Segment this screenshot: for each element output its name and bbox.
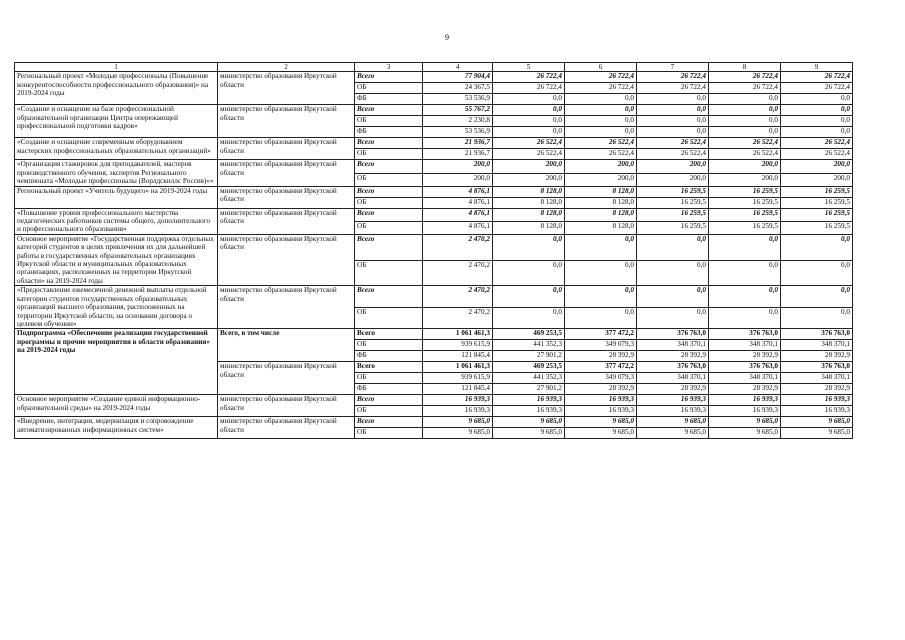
amount-cell: 348 370,1 xyxy=(781,373,853,384)
header-cell-5: 5 xyxy=(493,63,565,72)
amount-cell: 16 259,5 xyxy=(637,208,709,221)
amount-cell: 0,0 xyxy=(565,116,637,127)
funding-source-cell: ОБ xyxy=(355,373,423,384)
amount-cell: 28 392,9 xyxy=(565,384,637,395)
amount-cell: 0,0 xyxy=(781,307,853,329)
table-row xyxy=(15,329,853,340)
amount-cell: 0,0 xyxy=(565,94,637,105)
amount-cell: 26 722,4 xyxy=(781,72,853,83)
amount-cell: 441 352,3 xyxy=(493,373,565,384)
funding-source-cell: ОБ xyxy=(355,197,423,208)
amount-cell: 26 522,4 xyxy=(709,149,781,160)
amount-cell: 376 763,0 xyxy=(637,329,709,340)
amount-cell: 0,0 xyxy=(781,116,853,127)
funding-source-cell: Всего xyxy=(355,72,423,83)
amount-cell: 77 904,4 xyxy=(423,72,493,83)
amount-cell: 8 128,0 xyxy=(565,208,637,221)
funding-source-cell: ФБ xyxy=(355,127,423,138)
amount-cell: 9 685,0 xyxy=(637,417,709,428)
amount-cell: 28 392,9 xyxy=(565,351,637,362)
amount-cell: 376 763,0 xyxy=(637,362,709,373)
amount-cell: 9 685,0 xyxy=(709,417,781,428)
amount-cell: 26 722,4 xyxy=(493,83,565,94)
amount-cell: 28 392,9 xyxy=(709,351,781,362)
amount-cell: 0,0 xyxy=(637,116,709,127)
header-cell-6: 6 xyxy=(565,63,637,72)
amount-cell: 26 722,4 xyxy=(781,83,853,94)
amount-cell: 200,0 xyxy=(709,173,781,186)
amount-cell: 0,0 xyxy=(637,94,709,105)
amount-cell: 8 128,0 xyxy=(565,197,637,208)
amount-cell: 0,0 xyxy=(637,260,709,286)
amount-cell: 9 685,0 xyxy=(493,417,565,428)
amount-cell: 0,0 xyxy=(709,94,781,105)
amount-cell: 26 522,4 xyxy=(709,138,781,149)
amount-cell: 0,0 xyxy=(637,127,709,138)
amount-cell: 441 352,3 xyxy=(493,340,565,351)
header-cell-2: 2 xyxy=(218,63,355,72)
amount-cell: 0,0 xyxy=(709,127,781,138)
funding-source-cell: Всего xyxy=(355,105,423,116)
amount-cell: 0,0 xyxy=(709,307,781,329)
amount-cell: 16 259,5 xyxy=(709,221,781,234)
amount-cell: 16 939,3 xyxy=(565,406,637,417)
executor-cell: министерство образования Иркутской области xyxy=(218,234,355,285)
amount-cell: 24 367,5 xyxy=(423,83,493,94)
amount-cell: 26 522,4 xyxy=(493,149,565,160)
amount-cell: 26 522,4 xyxy=(781,149,853,160)
amount-cell: 0,0 xyxy=(709,234,781,260)
amount-cell: 16 939,3 xyxy=(493,406,565,417)
amount-cell: 200,0 xyxy=(493,160,565,173)
funding-source-cell: Всего xyxy=(355,208,423,221)
amount-cell: 16 939,3 xyxy=(781,395,853,406)
funding-source-cell: Всего xyxy=(355,160,423,173)
amount-cell: 0,0 xyxy=(781,127,853,138)
funding-source-cell: Всего xyxy=(355,417,423,428)
amount-cell: 16 939,3 xyxy=(637,406,709,417)
program-name-cell: Подпрограмма «Обеспечение реализации государственной программы и прочие мероприятия в области образования» на 2019-2024 годы xyxy=(15,329,218,395)
amount-cell: 1 061 461,3 xyxy=(423,362,493,373)
amount-cell: 0,0 xyxy=(493,234,565,260)
amount-cell: 26 522,4 xyxy=(637,138,709,149)
amount-cell: 16 259,5 xyxy=(781,221,853,234)
amount-cell: 9 685,0 xyxy=(423,417,493,428)
amount-cell: 377 472,2 xyxy=(565,329,637,340)
funding-source-cell: ОБ xyxy=(355,260,423,286)
amount-cell: 26 722,4 xyxy=(493,72,565,83)
amount-cell: 0,0 xyxy=(637,307,709,329)
amount-cell: 9 685,0 xyxy=(493,428,565,439)
amount-cell: 16 939,3 xyxy=(709,395,781,406)
amount-cell: 0,0 xyxy=(709,286,781,308)
amount-cell: 200,0 xyxy=(565,173,637,186)
funding-source-cell: Всего xyxy=(355,395,423,406)
amount-cell: 0,0 xyxy=(709,260,781,286)
table-row xyxy=(15,138,853,149)
amount-cell: 9 685,0 xyxy=(423,428,493,439)
amount-cell: 16 259,5 xyxy=(637,197,709,208)
amount-cell: 16 259,5 xyxy=(781,197,853,208)
program-name-cell: «Внедрение, интеграция, модернизация и сопровождение автоматизированных информационных систем» xyxy=(15,417,218,439)
program-name-cell: Основное мероприятие «Государственная поддержка отдельных категорий студентов в целях привлечения их для дальнейшей работы в государственных образовательных организациях Иркутской области и муниципальных образовательных организациях, расположенных на территории Иркутской области» на 2019-2024 годы xyxy=(15,234,218,285)
amount-cell: 28 392,9 xyxy=(781,384,853,395)
amount-cell: 0,0 xyxy=(565,105,637,116)
amount-cell: 9 685,0 xyxy=(565,428,637,439)
executor-cell: министерство образования Иркутской области xyxy=(218,362,355,395)
amount-cell: 53 536,9 xyxy=(423,94,493,105)
amount-cell: 16 259,5 xyxy=(637,186,709,197)
amount-cell: 0,0 xyxy=(781,260,853,286)
header-cell-7: 7 xyxy=(637,63,709,72)
amount-cell: 0,0 xyxy=(493,286,565,308)
amount-cell: 0,0 xyxy=(493,94,565,105)
amount-cell: 0,0 xyxy=(493,260,565,286)
amount-cell: 26 522,4 xyxy=(781,138,853,149)
amount-cell: 377 472,2 xyxy=(565,362,637,373)
executor-cell: министерство образования Иркутской области xyxy=(218,417,355,439)
program-name-cell: Региональный проект «Молодые профессионалы (Повышение конкурентоспособности профессионального образования)» на 2019-2024 годы xyxy=(15,72,218,105)
executor-cell: министерство образования Иркутской области xyxy=(218,286,355,329)
amount-cell: 200,0 xyxy=(709,160,781,173)
executor-cell: Всего, в том числе xyxy=(218,329,355,362)
amount-cell: 0,0 xyxy=(565,234,637,260)
funding-source-cell: ОБ xyxy=(355,406,423,417)
header-cell-4: 4 xyxy=(423,63,493,72)
amount-cell: 0,0 xyxy=(781,286,853,308)
amount-cell: 16 939,3 xyxy=(493,395,565,406)
amount-cell: 16 939,3 xyxy=(637,395,709,406)
amount-cell: 55 767,2 xyxy=(423,105,493,116)
amount-cell: 16 939,3 xyxy=(565,395,637,406)
program-name-cell: «Создание и оснащение современным оборудованием мастерских профессиональных образовательных организаций» xyxy=(15,138,218,160)
amount-cell: 9 685,0 xyxy=(637,428,709,439)
executor-cell: министерство образования Иркутской области xyxy=(218,105,355,138)
funding-source-cell: ОБ xyxy=(355,340,423,351)
amount-cell: 16 259,5 xyxy=(709,186,781,197)
amount-cell: 0,0 xyxy=(781,94,853,105)
amount-cell: 53 536,9 xyxy=(423,127,493,138)
amount-cell: 26 722,4 xyxy=(709,72,781,83)
table-body xyxy=(15,63,853,439)
amount-cell: 16 259,5 xyxy=(637,221,709,234)
program-name-cell: «Организация стажировок для преподавателей, мастеров производственного обучения, экспертов Регионального чемпионата «Молодые профессионалы (Ворлдскиллс Россия)»» xyxy=(15,160,218,186)
funding-source-cell: Всего xyxy=(355,234,423,260)
amount-cell: 0,0 xyxy=(709,105,781,116)
program-name-cell: «Создание и оснащение на базе профессиональной образовательной организации Центра опережающей профессиональной подготовки кадров» xyxy=(15,105,218,138)
amount-cell: 4 876,1 xyxy=(423,208,493,221)
amount-cell: 16 939,3 xyxy=(423,395,493,406)
amount-cell: 2 470,2 xyxy=(423,307,493,329)
amount-cell: 28 392,9 xyxy=(637,384,709,395)
amount-cell: 348 370,1 xyxy=(781,340,853,351)
amount-cell: 26 522,4 xyxy=(565,149,637,160)
amount-cell: 28 392,9 xyxy=(781,351,853,362)
amount-cell: 16 939,3 xyxy=(423,406,493,417)
amount-cell: 16 259,5 xyxy=(709,208,781,221)
amount-cell: 376 763,0 xyxy=(781,329,853,340)
funding-source-cell: Всего xyxy=(355,329,423,340)
amount-cell: 26 722,4 xyxy=(637,72,709,83)
executor-cell: министерство образования Иркутской области xyxy=(218,208,355,234)
amount-cell: 0,0 xyxy=(565,286,637,308)
program-name-cell: Региональный проект «Учитель будущего» на 2019-2024 годы xyxy=(15,186,218,208)
amount-cell: 9 685,0 xyxy=(781,428,853,439)
amount-cell: 1 061 461,3 xyxy=(423,329,493,340)
amount-cell: 26 722,4 xyxy=(637,83,709,94)
amount-cell: 0,0 xyxy=(493,105,565,116)
amount-cell: 121 845,4 xyxy=(423,384,493,395)
header-cell-9: 9 xyxy=(781,63,853,72)
executor-cell: министерство образования Иркутской области xyxy=(218,72,355,105)
amount-cell: 200,0 xyxy=(637,160,709,173)
amount-cell: 0,0 xyxy=(565,127,637,138)
amount-cell: 0,0 xyxy=(709,116,781,127)
amount-cell: 0,0 xyxy=(493,307,565,329)
amount-cell: 376 763,0 xyxy=(781,362,853,373)
amount-cell: 376 763,0 xyxy=(709,329,781,340)
amount-cell: 349 079,3 xyxy=(565,340,637,351)
amount-cell: 26 522,4 xyxy=(565,138,637,149)
amount-cell: 26 522,4 xyxy=(637,149,709,160)
amount-cell: 349 079,3 xyxy=(565,373,637,384)
table-row xyxy=(15,208,853,221)
funding-source-cell: Всего xyxy=(355,138,423,149)
funding-source-cell: ФБ xyxy=(355,351,423,362)
table-row xyxy=(15,72,853,83)
amount-cell: 348 370,1 xyxy=(637,340,709,351)
amount-cell: 200,0 xyxy=(637,173,709,186)
header-cell-8: 8 xyxy=(709,63,781,72)
amount-cell: 16 259,5 xyxy=(781,208,853,221)
amount-cell: 2 470,2 xyxy=(423,234,493,260)
funding-source-cell: ФБ xyxy=(355,384,423,395)
amount-cell: 26 722,4 xyxy=(565,72,637,83)
amount-cell: 8 128,0 xyxy=(493,186,565,197)
amount-cell: 0,0 xyxy=(493,116,565,127)
amount-cell: 27 901,2 xyxy=(493,384,565,395)
page-number: 9 xyxy=(445,33,449,42)
amount-cell: 27 901,2 xyxy=(493,351,565,362)
amount-cell: 200,0 xyxy=(423,173,493,186)
executor-cell: министерство образования Иркутской области xyxy=(218,395,355,417)
header-row xyxy=(15,63,853,72)
funding-source-cell: ФБ xyxy=(355,94,423,105)
amount-cell: 200,0 xyxy=(493,173,565,186)
funding-source-cell: ОБ xyxy=(355,221,423,234)
funding-source-cell: Всего xyxy=(355,186,423,197)
amount-cell: 16 939,3 xyxy=(709,406,781,417)
amount-cell: 8 128,0 xyxy=(493,208,565,221)
amount-cell: 8 128,0 xyxy=(493,221,565,234)
amount-cell: 469 253,5 xyxy=(493,362,565,373)
amount-cell: 16 939,3 xyxy=(781,406,853,417)
amount-cell: 200,0 xyxy=(565,160,637,173)
amount-cell: 121 845,4 xyxy=(423,351,493,362)
amount-cell: 200,0 xyxy=(423,160,493,173)
amount-cell: 4 876,1 xyxy=(423,186,493,197)
table-row xyxy=(15,160,853,173)
amount-cell: 0,0 xyxy=(493,127,565,138)
program-name-cell: «Предоставление ежемесячной денежной выплаты отдельной категории студентов государственных образовательных организаций высшего образования, расположенных на территории Иркутской области, на основании договора о целевом обучении» xyxy=(15,286,218,329)
amount-cell: 2 230,8 xyxy=(423,116,493,127)
header-cell-3: 3 xyxy=(355,63,423,72)
amount-cell: 0,0 xyxy=(637,234,709,260)
amount-cell: 348 370,1 xyxy=(709,340,781,351)
amount-cell: 0,0 xyxy=(781,234,853,260)
executor-cell: министерство образования Иркутской области xyxy=(218,186,355,208)
amount-cell: 469 253,5 xyxy=(493,329,565,340)
amount-cell: 28 392,9 xyxy=(637,351,709,362)
funding-source-cell: ОБ xyxy=(355,116,423,127)
executor-cell: министерство образования Иркутской области xyxy=(218,138,355,160)
amount-cell: 9 685,0 xyxy=(781,417,853,428)
amount-cell: 4 876,1 xyxy=(423,197,493,208)
funding-source-cell: ОБ xyxy=(355,149,423,160)
table-row xyxy=(15,186,853,197)
amount-cell: 200,0 xyxy=(781,160,853,173)
amount-cell: 4 876,1 xyxy=(423,221,493,234)
amount-cell: 939 615,9 xyxy=(423,340,493,351)
amount-cell: 376 763,0 xyxy=(709,362,781,373)
amount-cell: 0,0 xyxy=(565,307,637,329)
amount-cell: 16 259,5 xyxy=(709,197,781,208)
header-cell-1: 1 xyxy=(15,63,218,72)
amount-cell: 9 685,0 xyxy=(565,417,637,428)
funding-source-cell: Всего xyxy=(355,286,423,308)
amount-cell: 0,0 xyxy=(565,260,637,286)
amount-cell: 0,0 xyxy=(637,286,709,308)
amount-cell: 16 259,5 xyxy=(781,186,853,197)
table-row xyxy=(15,105,853,116)
amount-cell: 2 470,2 xyxy=(423,260,493,286)
amount-cell: 21 936,7 xyxy=(423,138,493,149)
table-row xyxy=(15,286,853,308)
amount-cell: 21 936,7 xyxy=(423,149,493,160)
funding-source-cell: ОБ xyxy=(355,428,423,439)
program-name-cell: Основное мероприятие «Создание единой информационно-образовательной среды» на 2019-2024 годы xyxy=(15,395,218,417)
executor-cell: министерство образования Иркутской области xyxy=(218,160,355,186)
amount-cell: 8 128,0 xyxy=(565,186,637,197)
amount-cell: 26 722,4 xyxy=(709,83,781,94)
amount-cell: 0,0 xyxy=(637,105,709,116)
table-row xyxy=(15,417,853,428)
program-name-cell: «Повышение уровня профессионального мастерства педагогических работников системы общего, дополнительного и профессионального образования» xyxy=(15,208,218,234)
funding-source-cell: ОБ xyxy=(355,173,423,186)
amount-cell: 200,0 xyxy=(781,173,853,186)
amount-cell: 26 522,4 xyxy=(493,138,565,149)
funding-source-cell: ОБ xyxy=(355,83,423,94)
budget-table xyxy=(14,62,853,439)
amount-cell: 28 392,9 xyxy=(709,384,781,395)
funding-source-cell: ОБ xyxy=(355,307,423,329)
amount-cell: 9 685,0 xyxy=(709,428,781,439)
amount-cell: 348 370,1 xyxy=(709,373,781,384)
funding-source-cell: Всего xyxy=(355,362,423,373)
amount-cell: 2 470,2 xyxy=(423,286,493,308)
amount-cell: 939 615,9 xyxy=(423,373,493,384)
amount-cell: 348 370,1 xyxy=(637,373,709,384)
amount-cell: 26 722,4 xyxy=(565,83,637,94)
table-row xyxy=(15,395,853,406)
amount-cell: 8 128,0 xyxy=(565,221,637,234)
amount-cell: 8 128,0 xyxy=(493,197,565,208)
table-row xyxy=(15,234,853,260)
amount-cell: 0,0 xyxy=(781,105,853,116)
